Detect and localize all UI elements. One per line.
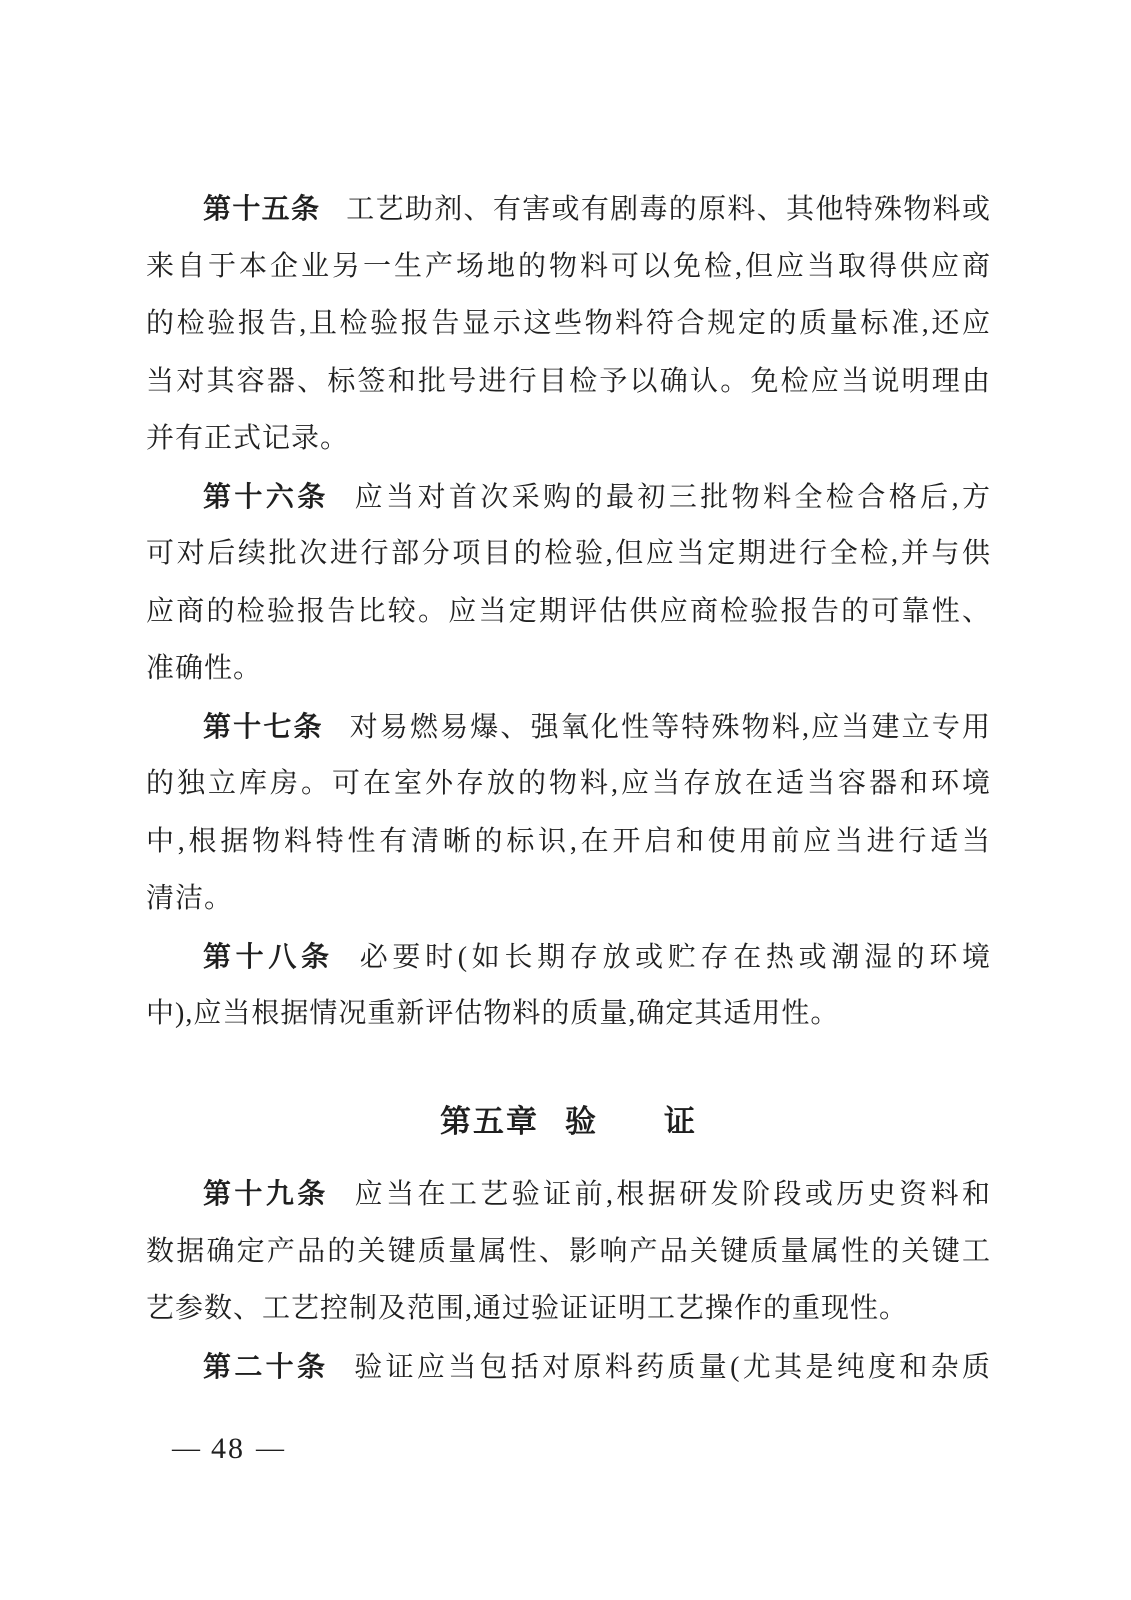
text-line: 中),应当根据情况重新评估物料的质量,确定其适用性。 (146, 998, 840, 1029)
article-number-label: 第十九条 (203, 1178, 329, 1209)
text-line: 艺参数、工艺控制及范围,通过验证证明工艺操作的重现性。 (146, 1293, 909, 1324)
text-line-content: 应当对首次采购的最初三批物料全检合格后,方 (354, 481, 991, 513)
article-paragraph-15 (146, 180, 991, 468)
article-number-label: 第二十条 (203, 1350, 329, 1382)
text-line: 中,根据物料特性有清晰的标识,在开启和使用前应当进行适当 (146, 825, 991, 857)
text-line: 清洁。 (146, 883, 234, 914)
page-number-left-dash: — (172, 1433, 200, 1464)
text-line: 可对后续批次进行部分项目的检验,但应当定期进行全检,并与供 (146, 538, 991, 569)
page-body-text (146, 180, 991, 1395)
text-line-content: 应当在工艺验证前,根据研发阶段或历史资料和 (354, 1179, 991, 1210)
article-paragraph-18 (146, 928, 991, 1043)
text-line: 的独立库房。可在室外存放的物料,应当存放在适当容器和环境 (146, 768, 991, 799)
text-line-content: 工艺助剂、有害或有剧毒的原料、其他特殊物料或 (346, 194, 991, 225)
article-number-label: 第十八条 (203, 940, 334, 972)
text-line-content: 必要时(如长期存放或贮存在热或潮湿的环境 (359, 941, 991, 973)
text-line (146, 468, 991, 526)
chapter-title: 验 证 (565, 1103, 697, 1139)
text-line (146, 928, 991, 986)
chapter-number: 第五章 (440, 1103, 539, 1139)
text-line (146, 1165, 991, 1223)
text-line (146, 1338, 991, 1396)
text-line: 来自于本企业另一生产场地的物料可以免检,但应当取得供应商 (146, 250, 991, 282)
text-line: 数据确定产品的关键质量属性、影响产品关键质量属性的关键工 (146, 1235, 991, 1267)
text-line: 当对其容器、标签和批号进行目检予以确认。免检应当说明理由 (146, 365, 991, 397)
text-line (146, 180, 991, 238)
text-line: 准确性。 (146, 653, 263, 684)
page-number-value: 48 (211, 1432, 245, 1465)
text-line: 的检验报告,且检验报告显示这些物料符合规定的质量标准,还应 (146, 308, 991, 339)
text-line: 应商的检验报告比较。应当定期评估供应商检验报告的可靠性、 (146, 595, 991, 627)
article-paragraph-17 (146, 698, 991, 928)
text-line-content: 对易燃易爆、强氧化性等特殊物料,应当建立专用 (349, 711, 991, 743)
page-number (172, 1429, 284, 1469)
text-line (146, 698, 991, 756)
article-paragraph-20 (146, 1338, 991, 1396)
chapter-heading (146, 1093, 991, 1151)
article-number-label: 第十五条 (203, 193, 321, 224)
text-line-content: 验证应当包括对原料药质量(尤其是纯度和杂质 (354, 1351, 991, 1383)
page-number-right-dash: — (256, 1433, 284, 1464)
text-line: 并有正式记录。 (146, 423, 350, 454)
article-paragraph-16 (146, 468, 991, 698)
article-number-label: 第十七条 (203, 710, 324, 742)
article-number-label: 第十六条 (203, 480, 329, 512)
article-paragraph-19 (146, 1165, 991, 1338)
